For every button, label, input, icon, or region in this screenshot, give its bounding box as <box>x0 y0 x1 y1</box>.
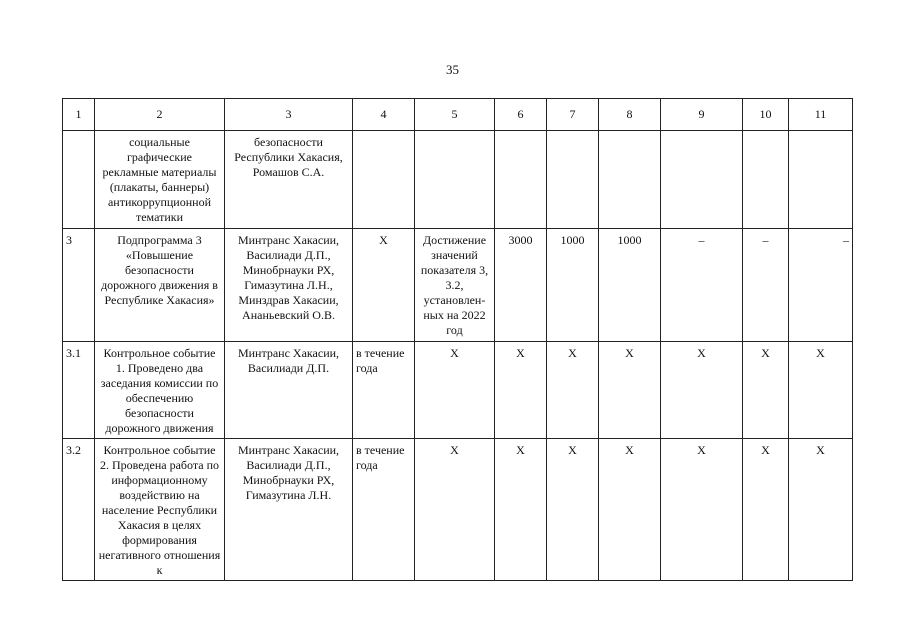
value-cell: Х <box>743 439 789 581</box>
deadline-cell: Х <box>353 229 415 342</box>
result-cell: Достижение значений показателя 3, 3.2, установлен-ных на 2022 год <box>415 229 495 342</box>
value-cell: – <box>661 229 743 342</box>
value-cell: – <box>789 229 853 342</box>
page-number: 35 <box>446 62 459 77</box>
value-cell <box>495 131 547 229</box>
value-cell: 1000 <box>547 229 599 342</box>
table-row <box>63 131 853 229</box>
value-cell: Х <box>743 342 789 439</box>
header-cell: 3 <box>225 99 353 131</box>
result-cell: Х <box>415 342 495 439</box>
header-cell: 11 <box>789 99 853 131</box>
value-cell <box>547 131 599 229</box>
header-cell: 10 <box>743 99 789 131</box>
deadline-cell: в течение года <box>353 342 415 439</box>
header-cell: 5 <box>415 99 495 131</box>
value-cell: Х <box>495 342 547 439</box>
header-cell: 6 <box>495 99 547 131</box>
header-cell: 2 <box>95 99 225 131</box>
plan-table <box>62 98 853 581</box>
header-cell: 4 <box>353 99 415 131</box>
activity-cell: Контрольное событие 1. Проведено два заседания комиссии по обеспечению безопасности дорожного движения <box>95 342 225 439</box>
deadline-cell: в течение года <box>353 439 415 581</box>
row-number-cell <box>63 131 95 229</box>
value-cell: Х <box>599 342 661 439</box>
value-cell: 1000 <box>599 229 661 342</box>
activity-cell: Контрольное событие 2. Проведена работа по информационному воздействию на население Республики Хакасия в целях формирования негативного отношения к <box>95 439 225 581</box>
value-cell: Х <box>495 439 547 581</box>
row-number-cell: 3.2 <box>63 439 95 581</box>
responsible-cell: безопасности Республики Хакасия, Ромашов С.А. <box>225 131 353 229</box>
value-cell <box>599 131 661 229</box>
table-row <box>63 342 853 439</box>
result-cell <box>415 131 495 229</box>
value-cell: Х <box>661 439 743 581</box>
table-row <box>63 229 853 342</box>
responsible-cell: Минтранс Хакасии, Василиади Д.П., Минобрнауки РХ, Гимазутина Л.Н. <box>225 439 353 581</box>
responsible-cell: Минтранс Хакасии, Василиади Д.П. <box>225 342 353 439</box>
value-cell <box>789 131 853 229</box>
table-row <box>63 439 853 581</box>
header-cell: 8 <box>599 99 661 131</box>
header-cell: 1 <box>63 99 95 131</box>
value-cell: Х <box>789 342 853 439</box>
value-cell: Х <box>547 439 599 581</box>
value-cell: Х <box>547 342 599 439</box>
header-row <box>63 99 853 131</box>
value-cell: Х <box>661 342 743 439</box>
deadline-cell <box>353 131 415 229</box>
responsible-cell: Минтранс Хакасии, Василиади Д.П., Минобрнауки РХ, Гимазутина Л.Н., Минздрав Хакасии, Ананьевский О.В. <box>225 229 353 342</box>
result-cell: Х <box>415 439 495 581</box>
value-cell: 3000 <box>495 229 547 342</box>
header-cell: 7 <box>547 99 599 131</box>
activity-cell: социальные графические рекламные материалы (плакаты, баннеры) антикоррупционной тематики <box>95 131 225 229</box>
value-cell: Х <box>789 439 853 581</box>
value-cell: Х <box>599 439 661 581</box>
row-number-cell: 3.1 <box>63 342 95 439</box>
header-cell: 9 <box>661 99 743 131</box>
value-cell <box>743 131 789 229</box>
value-cell: – <box>743 229 789 342</box>
activity-cell: Подпрограмма 3 «Повышение безопасности дорожного движения в Республике Хакасия» <box>95 229 225 342</box>
row-number-cell: 3 <box>63 229 95 342</box>
value-cell <box>661 131 743 229</box>
